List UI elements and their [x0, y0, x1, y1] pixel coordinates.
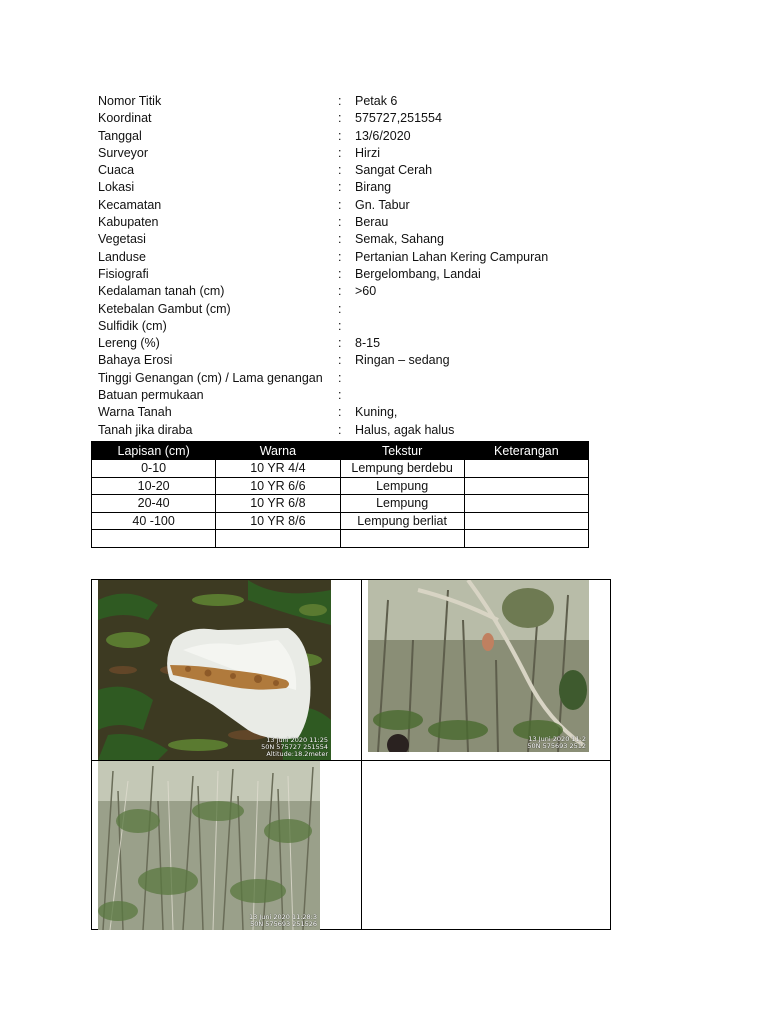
meta-colon: :: [338, 370, 342, 385]
meta-row: [98, 145, 618, 162]
column-header-color: Warna: [216, 442, 340, 460]
stamp-date: 13 Juni 2020 11:28:3: [248, 913, 317, 921]
meta-colon: :: [338, 128, 342, 143]
meta-value: Birang: [355, 180, 392, 195]
soil-sample-photo: [98, 580, 331, 760]
meta-row: [98, 93, 618, 110]
meta-colon: :: [338, 318, 342, 333]
meta-label: Vegetasi: [98, 232, 146, 247]
meta-row: [98, 214, 618, 231]
stamp-date: 13 Juni 2020 11:2: [528, 735, 586, 743]
cell-color: 10 YR 6/8: [216, 495, 340, 513]
table-row: [92, 512, 589, 530]
vegetation-photo-branches: [368, 580, 589, 752]
meta-row: [98, 128, 618, 145]
meta-value: Pertanian Lahan Kering Campuran: [355, 249, 549, 264]
meta-value: [355, 318, 618, 335]
meta-value: [355, 387, 618, 404]
stamp-date: 13 Juni 2020 11:25: [266, 736, 328, 744]
meta-colon: :: [338, 215, 342, 230]
meta-label: Landuse: [98, 249, 146, 264]
meta-row: [98, 266, 618, 283]
soil-layer-table: [91, 441, 589, 548]
column-header-notes: Keterangan: [464, 442, 588, 460]
empty-photo-cell: [362, 761, 611, 930]
meta-value: 8-15: [355, 336, 381, 351]
cell-notes: [464, 477, 588, 495]
meta-label: Kecamatan: [98, 197, 162, 212]
photo-grid: [91, 579, 611, 930]
meta-colon: :: [338, 405, 342, 420]
cell-layer: 0-10: [92, 460, 216, 478]
meta-label: Bahaya Erosi: [98, 353, 173, 368]
meta-value: Kuning,: [355, 405, 398, 420]
meta-row: [98, 249, 618, 266]
table-row: [92, 530, 589, 548]
meta-colon: :: [338, 163, 342, 178]
cell-texture: Lempung berdebu: [340, 460, 464, 478]
meta-row: [98, 352, 618, 369]
photo-gps-stamp: [249, 914, 317, 928]
meta-row: [98, 162, 618, 179]
meta-label: Warna Tanah: [98, 405, 172, 420]
meta-colon: :: [338, 266, 342, 281]
table-row: [92, 495, 589, 513]
meta-value: [355, 370, 618, 387]
cell-color: [216, 530, 340, 548]
column-header-texture: Tekstur: [340, 442, 464, 460]
meta-label: Nomor Titik: [98, 94, 162, 108]
stamp-altitude: Altitude:18.2meter: [266, 750, 328, 758]
meta-label: Koordinat: [98, 111, 152, 126]
meta-colon: :: [338, 249, 342, 264]
meta-label: Fisiografi: [98, 266, 149, 281]
meta-value: >60: [355, 284, 377, 299]
meta-colon: :: [338, 422, 342, 437]
table-row: [92, 460, 589, 478]
cell-layer: 10-20: [92, 477, 216, 495]
meta-colon: :: [338, 94, 342, 108]
meta-row: [98, 422, 618, 439]
meta-row: [98, 370, 618, 387]
table-header-row: [92, 442, 589, 460]
meta-value: [355, 301, 618, 318]
meta-label: Lokasi: [98, 180, 135, 195]
meta-row: [98, 335, 618, 352]
meta-value: Halus, agak halus: [355, 422, 455, 437]
vegetation-photo-thicket: [98, 761, 320, 930]
meta-value: 575727,251554: [355, 111, 442, 126]
meta-value: Hirzi: [355, 145, 380, 160]
stamp-coordinates: 50N 575693 2512: [527, 742, 586, 750]
cell-texture: Lempung: [340, 495, 464, 513]
meta-label: Lereng (%): [98, 336, 160, 351]
table-row: [92, 477, 589, 495]
meta-colon: :: [338, 111, 342, 126]
cell-notes: [464, 495, 588, 513]
meta-value: Semak, Sahang: [355, 232, 444, 247]
meta-value: 13/6/2020: [355, 128, 411, 143]
stamp-coordinates: 50N 575693 251526: [250, 920, 317, 928]
cell-layer: [92, 530, 216, 548]
meta-colon: :: [338, 388, 342, 403]
cell-texture: Lempung: [340, 477, 464, 495]
meta-value: Berau: [355, 215, 389, 230]
meta-colon: :: [338, 197, 342, 212]
stamp-coordinates: 50N 575727 251554: [261, 743, 328, 751]
cell-notes: [464, 512, 588, 530]
meta-label: Sulfidik (cm): [98, 318, 167, 333]
cell-color: 10 YR 4/4: [216, 460, 340, 478]
meta-label: Kabupaten: [98, 215, 159, 230]
cell-layer: 40 -100: [92, 512, 216, 530]
meta-row: [98, 404, 618, 421]
meta-colon: :: [338, 232, 342, 247]
photo-gps-stamp: [261, 737, 328, 758]
meta-row: [98, 318, 618, 335]
meta-value: Gn. Tabur: [355, 197, 410, 212]
meta-label: Tinggi Genangan (cm) / Lama genangan: [98, 370, 323, 385]
cell-color: 10 YR 8/6: [216, 512, 340, 530]
cell-layer: 20-40: [92, 495, 216, 513]
meta-label: Cuaca: [98, 163, 135, 178]
meta-value: Bergelombang, Landai: [355, 266, 481, 281]
cell-notes: [464, 530, 588, 548]
meta-colon: :: [338, 145, 342, 160]
meta-label: Tanggal: [98, 128, 142, 143]
meta-value: Sangat Cerah: [355, 163, 433, 178]
meta-row: [98, 283, 618, 300]
meta-row: [98, 197, 618, 214]
meta-label: Batuan permukaan: [98, 388, 204, 403]
meta-row: [98, 110, 618, 127]
cell-texture: Lempung berliat: [340, 512, 464, 530]
meta-label: Tanah jika diraba: [98, 422, 193, 437]
meta-row: [98, 179, 618, 196]
meta-colon: :: [338, 301, 342, 316]
meta-row: [98, 387, 618, 404]
photo-gps-stamp: [527, 736, 586, 750]
column-header-layer: Lapisan (cm): [92, 442, 216, 460]
meta-value: Ringan – sedang: [355, 353, 450, 368]
meta-label: Kedalaman tanah (cm): [98, 284, 225, 299]
meta-colon: :: [338, 336, 342, 351]
meta-label: Ketebalan Gambut (cm): [98, 301, 231, 316]
meta-value: Petak 6: [355, 94, 398, 108]
meta-colon: :: [338, 353, 342, 368]
meta-row: [98, 231, 618, 248]
cell-color: 10 YR 6/6: [216, 477, 340, 495]
cell-notes: [464, 460, 588, 478]
meta-row: [98, 301, 618, 318]
survey-metadata: [98, 93, 618, 439]
meta-colon: :: [338, 284, 342, 299]
cell-texture: [340, 530, 464, 548]
meta-label: Surveyor: [98, 145, 149, 160]
meta-colon: :: [338, 180, 342, 195]
